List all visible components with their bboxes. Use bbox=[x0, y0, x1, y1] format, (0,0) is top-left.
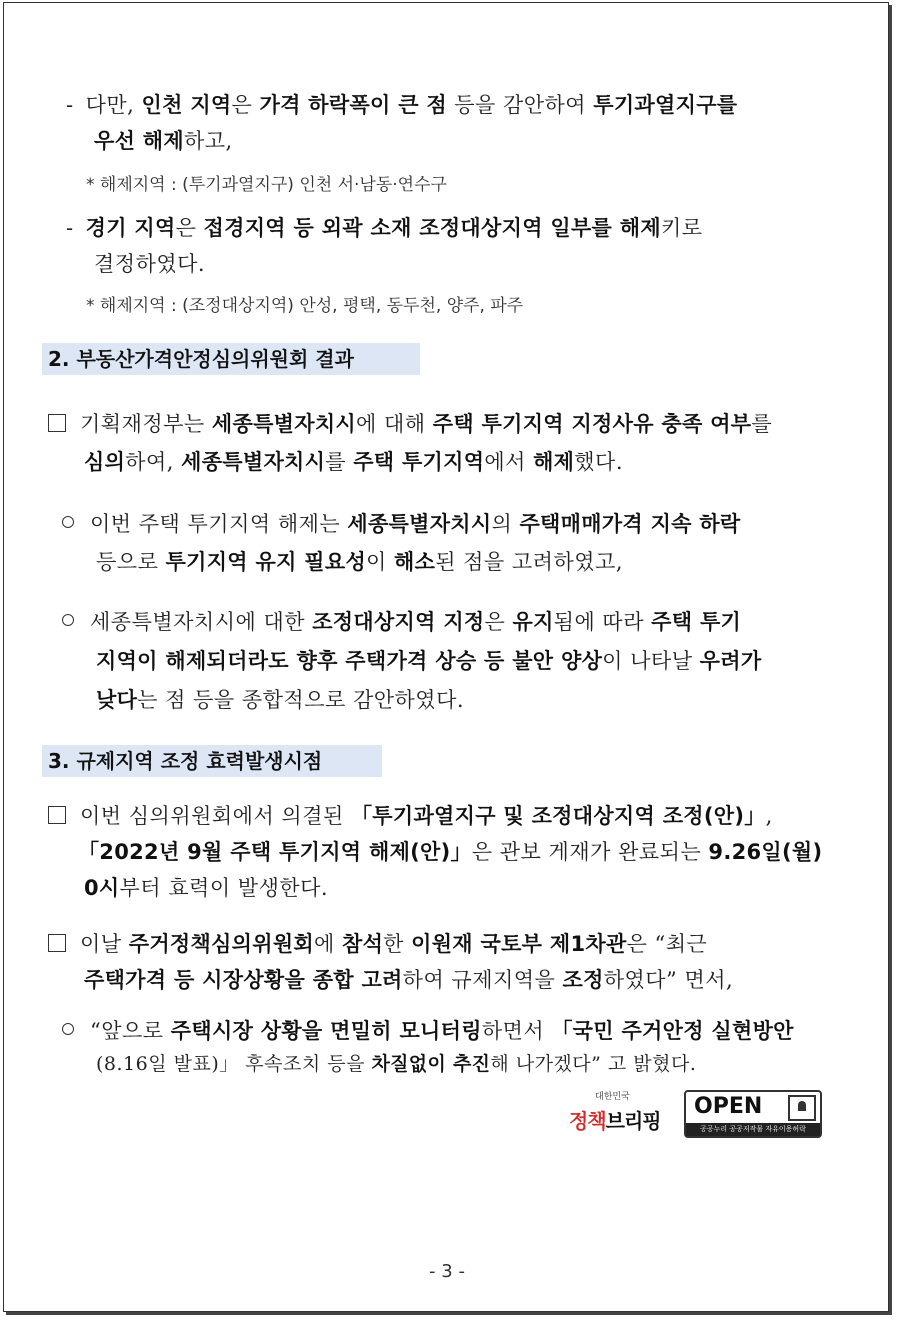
page-number: - 3 - bbox=[429, 1261, 465, 1282]
box-item-finance-line1: 기획재정부는 세종특별자치시에 대해 주택 투기지역 지정사유 충족 여부를 bbox=[48, 408, 772, 438]
bullet-incheon-line1: - 다만, 인천 지역은 가격 하락폭이 큰 점 등을 감안하여 투기과열지구를 bbox=[66, 93, 738, 117]
open-license-logo: OPEN 공공누리 공공저작물 자유이용허락 bbox=[684, 1090, 822, 1138]
circle-item-sejong-line1: 세종특별자치시에 대한 조정대상지역 지정은 유지됨에 따라 주택 투기 bbox=[62, 606, 741, 636]
section-heading-3: 3. 규제지역 조정 효력발생시점 bbox=[42, 745, 382, 777]
box-item-vice-minister-line1: 이날 주거정책심의위원회에 참석한 이원재 국토부 제1차관은 “최근 bbox=[48, 928, 707, 958]
square-bullet bbox=[48, 934, 66, 952]
person-badge-icon bbox=[788, 1095, 816, 1121]
box-item-vice-minister-line2: 주택가격 등 시장상황을 종합 고려하여 규제지역을 조정하였다” 면서, bbox=[84, 968, 734, 992]
circle-item-reason-line2: 등으로 투기지역 유지 필요성이 해소된 점을 고려하였고, bbox=[96, 550, 624, 574]
dash-marker: - bbox=[66, 93, 74, 117]
dash-marker: - bbox=[66, 216, 74, 240]
box-item-effective-line2: 「2022년 9월 주택 투기지역 해제(안)」은 관보 게재가 완료되는 9.26일(월) bbox=[78, 840, 823, 864]
bullet-gyeonggi-line2: 결정하였다. bbox=[94, 252, 206, 276]
circle-item-sejong-line3: 낮다는 점 등을 종합적으로 감안하였다. bbox=[96, 688, 465, 712]
document-page bbox=[3, 2, 889, 1312]
policy-briefing-logo: 대한민국 정책브리핑 bbox=[569, 1092, 661, 1133]
circle-bullet bbox=[62, 516, 74, 528]
circle-item-reason-line1: 이번 주택 투기지역 해제는 세종특별자치시의 주택매매가격 지속 하락 bbox=[62, 508, 741, 538]
bullet-incheon-line2: 우선 해제하고, bbox=[94, 129, 233, 153]
section-heading-2: 2. 부동산가격안정심의위원회 결과 bbox=[42, 343, 420, 375]
circle-bullet bbox=[62, 1023, 74, 1035]
bullet-gyeonggi-line1: - 경기 지역은 접경지역 등 외곽 소재 조정대상지역 일부를 해제키로 bbox=[66, 216, 703, 240]
box-item-effective-line1: 이번 심의위원회에서 의결된 「투기과열지구 및 조정대상지역 조정(안)」, bbox=[48, 800, 773, 830]
note-gyeonggi: * 해제지역 : (조정대상지역) 안성, 평택, 동두천, 양주, 파주 bbox=[86, 296, 524, 316]
square-bullet bbox=[48, 414, 66, 432]
circle-item-sejong-line2: 지역이 해제되더라도 향후 주택가격 상승 등 불안 양상이 나타날 우려가 bbox=[96, 649, 762, 673]
circle-item-quote-line2: (8.16일 발표)」 후속조치 등을 차질없이 추진해 나가겠다” 고 밝혔다. bbox=[96, 1053, 697, 1075]
box-item-effective-line3: 0시부터 효력이 발생한다. bbox=[84, 876, 329, 900]
square-bullet bbox=[48, 806, 66, 824]
circle-bullet bbox=[62, 614, 74, 626]
note-incheon: * 해제지역 : (투기과열지구) 인천 서·남동·연수구 bbox=[86, 175, 447, 195]
circle-item-quote-line1: “앞으로 주택시장 상황을 면밀히 모니터링하면서 「국민 주거안정 실현방안 bbox=[62, 1015, 794, 1045]
box-item-finance-line2: 심의하여, 세종특별자치시를 주택 투기지역에서 해제했다. bbox=[84, 450, 623, 474]
